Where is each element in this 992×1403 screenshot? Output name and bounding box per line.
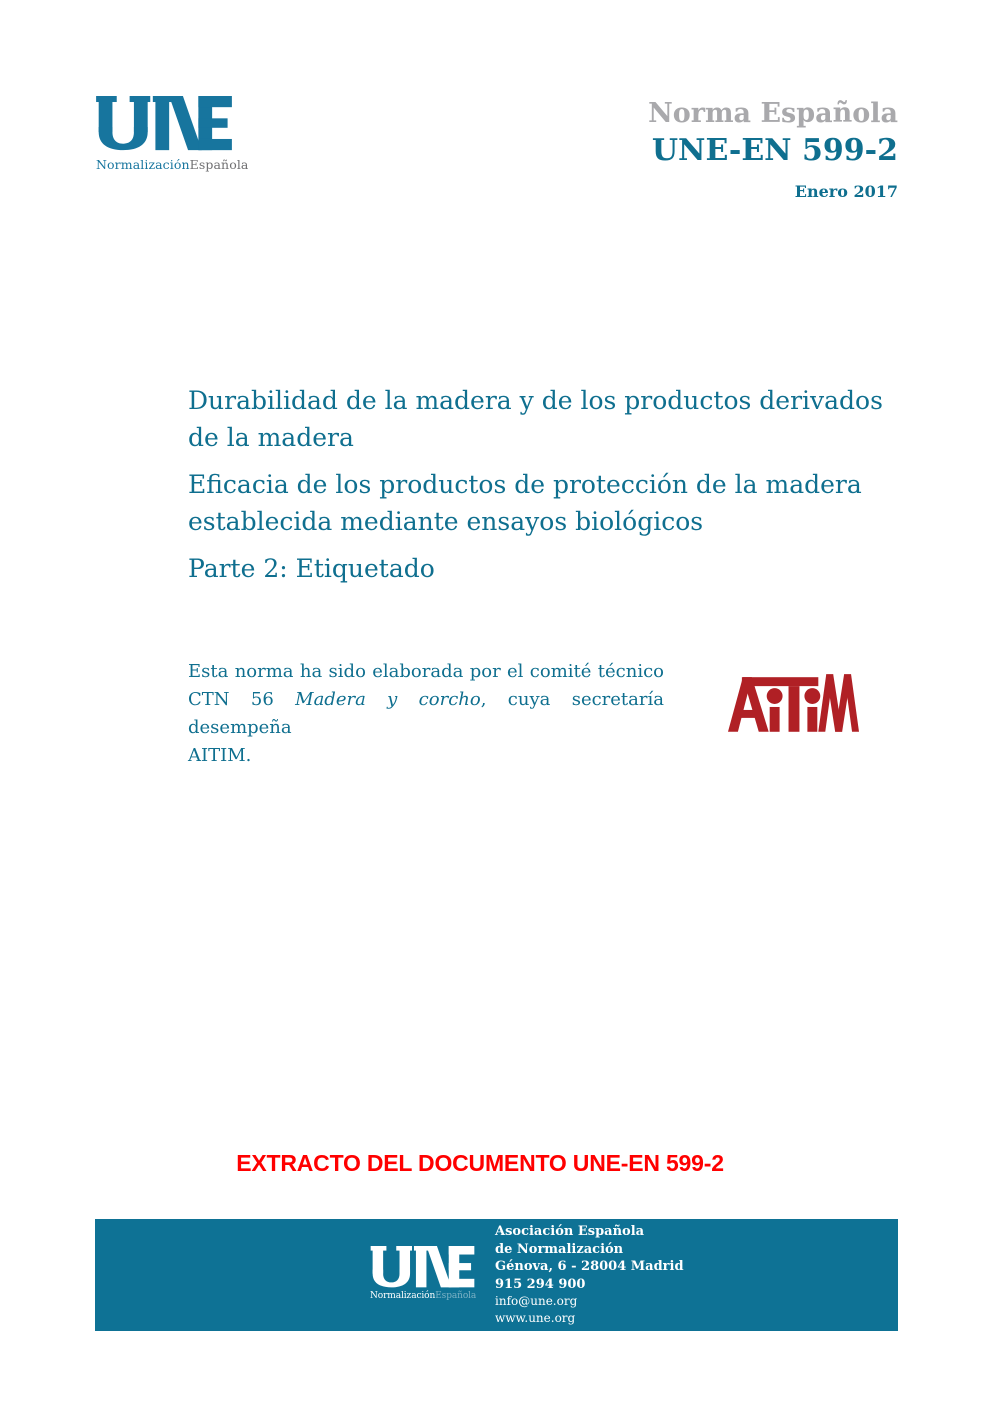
title-line-parte: Parte 2: Etiquetado bbox=[188, 554, 435, 583]
aitim-logo-icon bbox=[727, 674, 859, 732]
tagline-normalizacion: Normalización bbox=[96, 157, 190, 172]
footer-contact-block bbox=[495, 1223, 684, 1326]
standard-id-block bbox=[648, 97, 898, 203]
footer-website: www.une.org bbox=[495, 1310, 576, 1325]
doc-code: UNE-EN 599-2 bbox=[651, 133, 898, 168]
committee-line2-italic: Madera y corcho bbox=[295, 689, 481, 710]
une-logo-tagline bbox=[96, 157, 249, 172]
title-block bbox=[188, 382, 900, 587]
footer-email: info@une.org bbox=[495, 1294, 578, 1308]
footer-address: Génova, 6 - 28004 Madrid bbox=[495, 1259, 684, 1274]
committee-line-3: AITIM. bbox=[188, 745, 252, 766]
committee-line-1: Esta norma ha sido elaborada por el comité técnico bbox=[188, 661, 664, 682]
aitim-logo bbox=[727, 674, 859, 732]
title-line-durabilidad: Durabilidad de la madera y de los productos derivados de la madera bbox=[188, 386, 883, 452]
committee-line2-post: , cuya secretaría desempeña bbox=[188, 689, 664, 738]
footer-tagline-normalizacion: Normalización bbox=[370, 1291, 436, 1301]
footer-tagline-espanola: Española bbox=[435, 1291, 477, 1301]
doc-date: Enero 2017 bbox=[794, 182, 898, 201]
committee-paragraph bbox=[188, 658, 664, 770]
footer-org-line2: de Normalización bbox=[495, 1241, 624, 1257]
footer-une-wordmark-icon bbox=[370, 1246, 475, 1288]
une-logo bbox=[96, 96, 249, 172]
footer-phone: 915 294 900 bbox=[495, 1276, 586, 1292]
committee-line-2 bbox=[188, 686, 664, 742]
tagline-espanola: Española bbox=[189, 157, 249, 172]
footer-une-logo bbox=[370, 1246, 480, 1301]
footer-une-logo-tagline bbox=[370, 1291, 480, 1301]
footer-bar bbox=[95, 1219, 898, 1331]
une-wordmark-icon bbox=[96, 96, 232, 151]
title-line-eficacia: Eficacia de los productos de protección de la madera establecida mediante ensayos biológicos bbox=[188, 470, 862, 536]
extract-notice: EXTRACTO DEL DOCUMENTO UNE-EN 599-2 bbox=[236, 1150, 724, 1176]
doc-type: Norma Española bbox=[648, 98, 898, 129]
committee-line2-pre: CTN 56 bbox=[188, 689, 274, 710]
footer-org-line1: Asociación Española bbox=[495, 1224, 645, 1239]
